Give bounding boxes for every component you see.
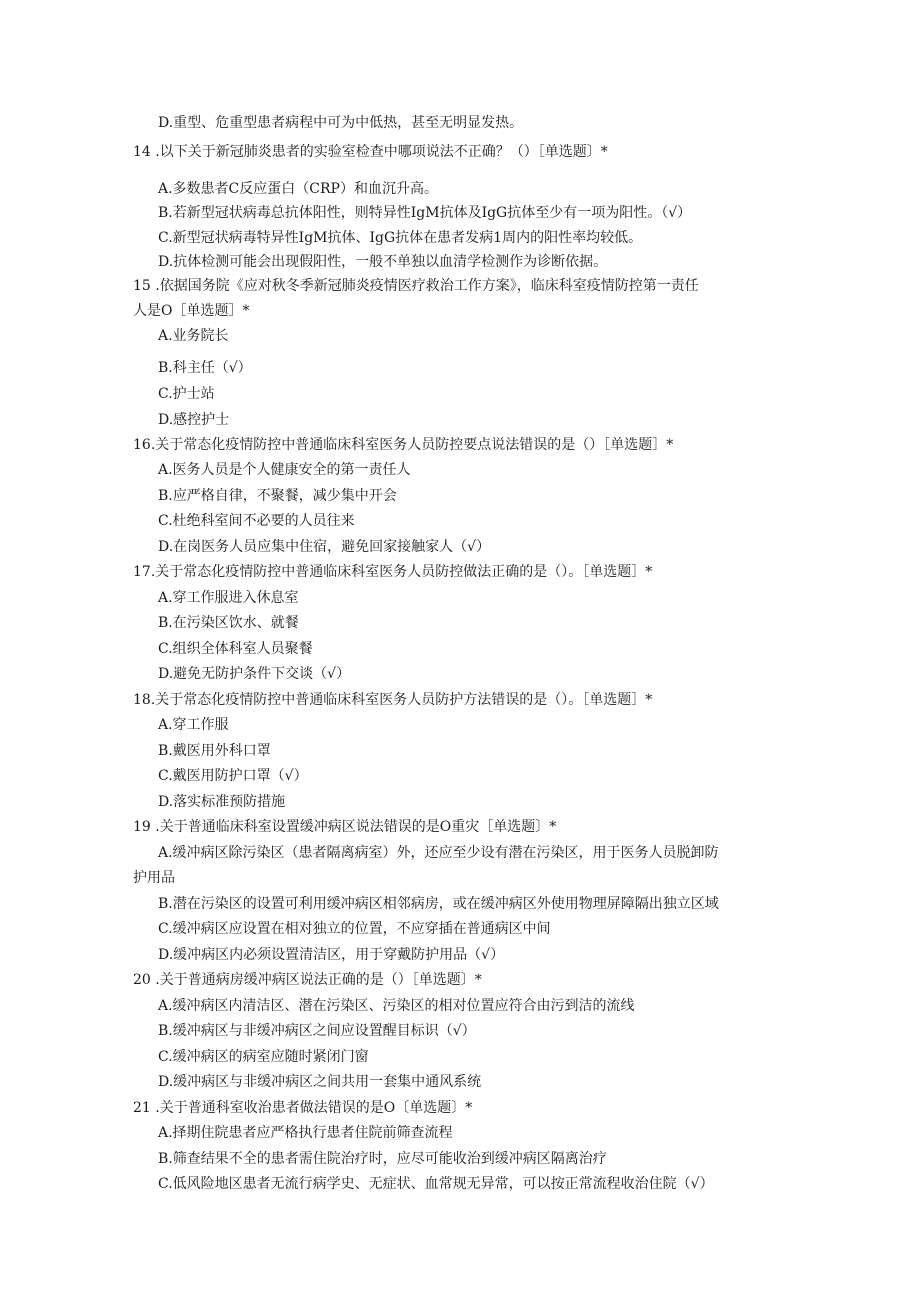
question-20: 20 .关于普通病房缓冲病区说法正确的是（）［单选题〕* bbox=[133, 972, 482, 988]
option-16-c: C.杜绝科室间不必要的人员往来 bbox=[158, 513, 355, 529]
option-13-d: D.重型、危重型患者病程中可为中低热，甚至无明显发热。 bbox=[158, 115, 524, 131]
option-16-b: B.应严格自律，不聚餐，减少集中开会 bbox=[158, 488, 397, 504]
option-14-a: A.多数患者C反应蛋白（CRP）和血沉升高。 bbox=[158, 181, 438, 197]
option-20-b: B.缓冲病区与非缓冲病区之间应设置醒目标识（√） bbox=[158, 1023, 476, 1039]
option-17-c: C.组织全体科室人员聚餐 bbox=[158, 641, 313, 657]
option-19-a-cont: 护用品 bbox=[133, 870, 175, 886]
option-16-d: D.在岗医务人员应集中住宿，避免回家接触家人（√） bbox=[158, 539, 491, 555]
option-19-d: D.缓冲病区内必须设置清洁区，用于穿戴防护用品（√） bbox=[158, 947, 505, 963]
option-18-c: C.戴医用防护口罩（√） bbox=[158, 768, 308, 784]
option-21-b: B.筛查结果不全的患者需住院治疗时，应尽可能收治到缓冲病区隔离治疗 bbox=[158, 1151, 607, 1167]
option-18-b: B.戴医用外科口罩 bbox=[158, 743, 271, 759]
question-14: 14 .以下关于新冠肺炎患者的实验室检查中哪项说法不正确？（）［单选题〕* bbox=[133, 144, 608, 160]
option-17-d: D.避免无防护条件下交谈（√） bbox=[158, 666, 351, 682]
option-19-a: A.缓冲病区除污染区（患者隔离病室）外，还应至少设有潜在污染区，用于医务人员脱卸防 bbox=[158, 845, 719, 861]
question-21: 21 .关于普通科室收治患者做法错误的是O〔单选题〕* bbox=[133, 1100, 473, 1116]
option-21-c: C.低风险地区患者无流行病学史、无症状、血常规无异常，可以按正常流程收治住院（√） bbox=[158, 1176, 714, 1192]
option-15-a: A.业务院长 bbox=[158, 328, 229, 344]
option-16-a: A.医务人员是个人健康安全的第一责任人 bbox=[158, 462, 411, 478]
option-19-c: C.缓冲病区应设置在相对独立的位置，不应穿插在普通病区中间 bbox=[158, 921, 551, 937]
option-20-c: C.缓冲病区的病室应随时紧闭门窗 bbox=[158, 1049, 369, 1065]
option-21-a: A.择期住院患者应严格执行患者住院前筛查流程 bbox=[158, 1125, 453, 1141]
option-20-a: A.缓冲病区内清洁区、潜在污染区、污染区的相对位置应符合由污到洁的流线 bbox=[158, 998, 635, 1014]
question-15: 15 .依据国务院《应对秋冬季新冠肺炎疫情医疗救治工作方案》，临床科室疫情防控第一责任 bbox=[133, 278, 699, 294]
option-18-a: A.穿工作服 bbox=[158, 717, 229, 733]
option-17-a: A.穿工作服进入休息室 bbox=[158, 590, 299, 606]
option-15-b: B.科主任（√） bbox=[158, 360, 252, 376]
option-15-d: D.感控护士 bbox=[158, 412, 230, 428]
option-18-d: D.落实标准预防措施 bbox=[158, 794, 286, 810]
question-15-cont: 人是O［单选题］* bbox=[133, 303, 250, 319]
option-19-b: B.潜在污染区的设置可利用缓冲病区相邻病房，或在缓冲病区外使用物理屏障隔出独立区域 bbox=[158, 896, 719, 912]
option-14-c: C.新型冠状病毒特异性IgM抗体、IgG抗体在患者发病1周内的阳性率均较低。 bbox=[158, 230, 643, 246]
option-14-b: B.若新型冠状病毒总抗体阳性，则特异性IgM抗体及IgG抗体至少有一项为阳性。（√） bbox=[158, 205, 692, 221]
question-17: 17.关于常态化疫情防控中普通临床科室医务人员防控做法正确的是（）。［单选题］* bbox=[133, 564, 653, 580]
option-20-d: D.缓冲病区与非缓冲病区之间共用一套集中通风系统 bbox=[158, 1074, 482, 1090]
question-16: 16.关于常态化疫情防控中普通临床科室医务人员防控要点说法错误的是（）［单选题］* bbox=[133, 437, 674, 453]
option-15-c: C.护士站 bbox=[158, 386, 215, 402]
option-17-b: B.在污染区饮水、就餐 bbox=[158, 615, 299, 631]
option-14-d: D.抗体检测可能会出现假阳性，一般不单独以血清学检测作为诊断依据。 bbox=[158, 254, 608, 270]
question-18: 18.关于常态化疫情防控中普通临床科室医务人员防护方法错误的是（）。［单选题］* bbox=[133, 692, 653, 708]
question-19: 19 .关于普通临床科室设置缓冲病区说法错误的是O重灾［单选题〕* bbox=[133, 819, 557, 835]
